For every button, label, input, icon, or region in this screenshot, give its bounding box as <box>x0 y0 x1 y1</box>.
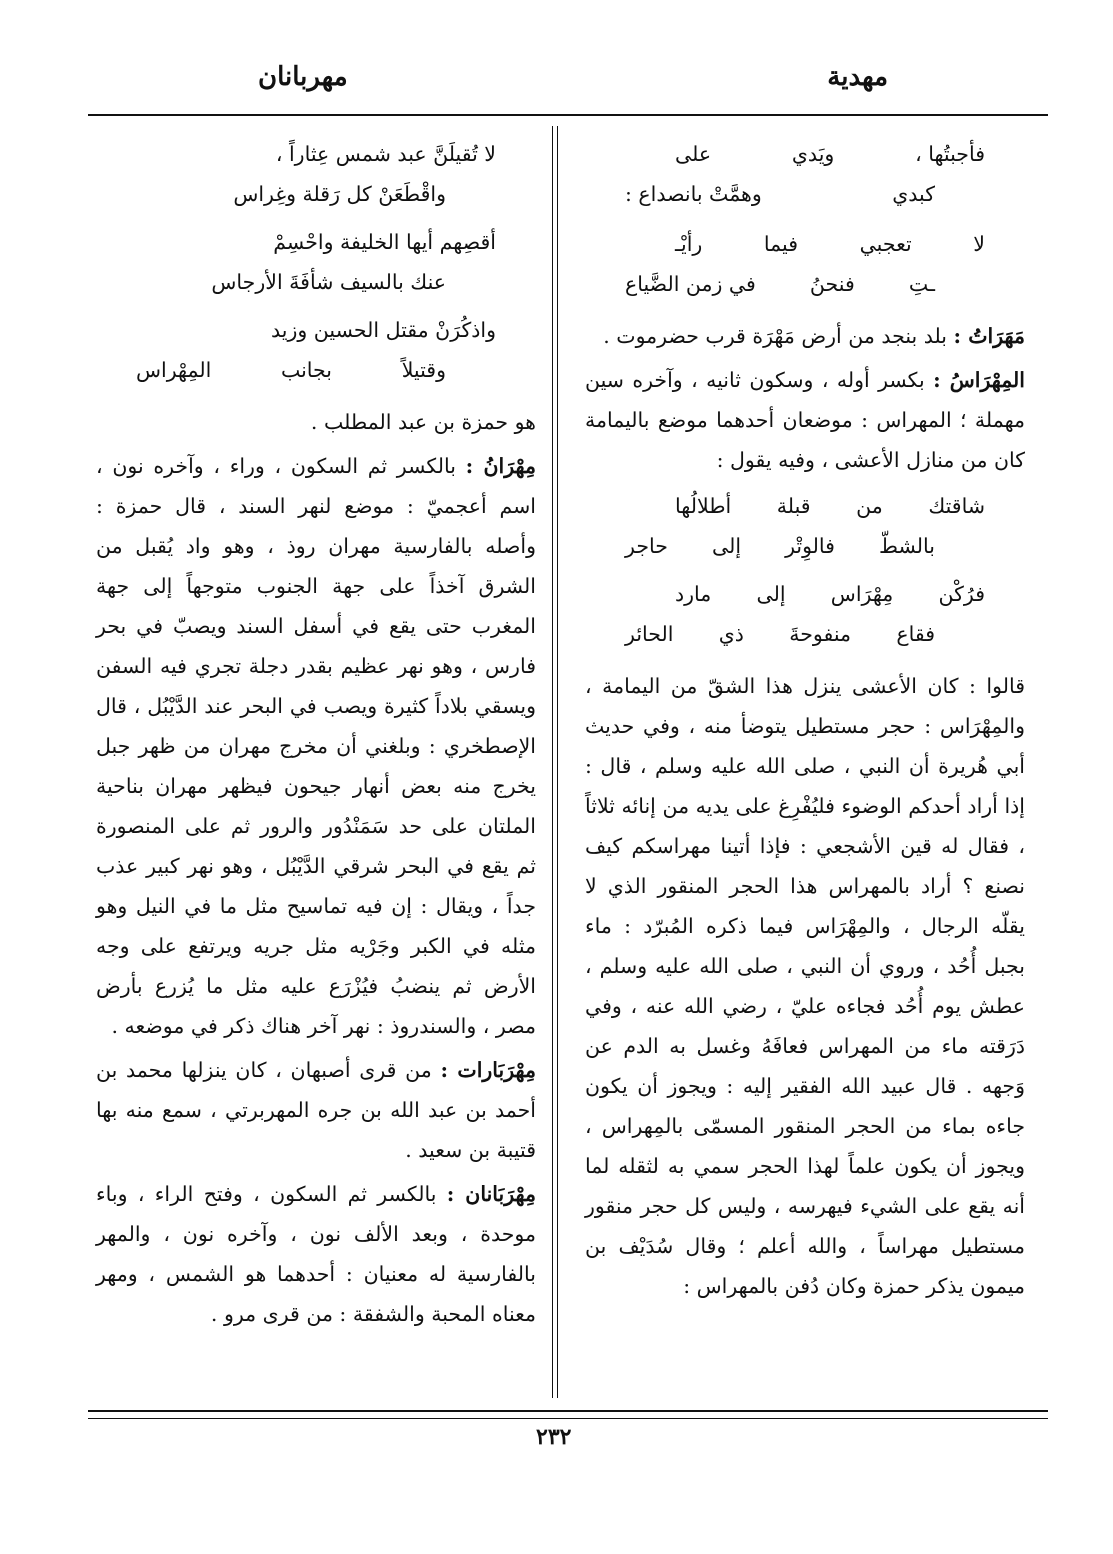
headword: مِهْرَانُ : <box>465 454 536 478</box>
verse-block <box>96 134 536 390</box>
column-divider <box>552 126 558 1398</box>
left-column <box>96 128 536 1334</box>
bottom-rule <box>88 1410 1048 1412</box>
verse-line: واذكُرَنْ مقتل الحسين وزيد <box>271 318 496 342</box>
entry-text: من قرى أصبهان ، كان ينزلها محمد بن أحمد بن عبد الله بن جره المهربرتي ، سمع منه بها قتيبة بن سعيد . <box>96 1058 536 1162</box>
headword: مِهْرَبَارات : <box>440 1058 536 1082</box>
entry-text: بلد بنجد من أرض مَهْرَة قرب حضرموت . <box>603 324 948 348</box>
verse-line: ـتِ فنحنُ في زمن الضَّياع <box>625 272 935 296</box>
page-header-left: مهربانان <box>258 62 348 92</box>
verse-block <box>585 134 1025 304</box>
verse-line: كبدي وهمَّتْ بانصداع : <box>625 182 935 206</box>
entry-text: بالكسر ثم السكون ، وراء ، وآخره نون ، اسم أعجميّ : موضع لنهر السند ، قال حمزة : وأصله بالفارسية مهران روذ ، وهو واد يُقبل من الشرق آخذاً على جهة الجنوب متوجهاً إلى جهة المغرب حتى يقع في أسفل السند ويصبّ في بحر فارس ، وهو نهر عظيم بقدر دجلة تجري فيه السفن ويسقي بلاداً كثيرة ويصب في البحر عند الدَّيْبُل ، قال الإصطخري : وبلغني أن مخرج مهران من ظهر جبل يخرج منه بعض أنهار جيحون فيظهر مهران بناحية الملتان على حد سَمَنْدُور والرور ثم على المنصورة ثم يقع في البحر شرقي الدَّيْبُل ، وهو نهر كبير عذب جداً ، ويقال : إن فيه تماسيح مثل ما في النيل وهو مثله في الكبر وجَرْيه مثل جريه ويرتفع على وجه الأرض ثم ينضبُ فيُزْرَع عليه مثل ما يُزرع بأرض مصر ، والسندروذ : نهر آخر هناك ذكر في موضعه . <box>96 454 536 1038</box>
body-paragraph: قالوا : كان الأعشى ينزل هذا الشقّ من اليمامة ، والمِهْرَاس : حجر مستطيل يتوضأ منه ، وفي حديث أبي هُريرة أن النبي ، صلى الله عليه وسلم ، قال : إذا أراد أحدكم الوضوء فليُفْرِغ على يديه من إنائه ثلاثاً ، فقال له قين الأشجعي : فإذا أتينا مهراسكم كيف نصنع ؟ أراد بالمهراس هذا الحجر المنقور الذي لا يقلّه الرجال ، والمِهْرَاس فيما ذكره المُبرّد : ماء بجبل أُحُد ، وروي أن النبي ، صلى الله عليه وسلم ، عطش يوم أُحُد فجاءه عليّ ، رضي الله عنه ، وفي دَرَقته ماء من المهراس فعافَهُ وغسل به الدم عن وَجهه . قال عبيد الله الفقير إليه : ويجوز أن يكون جاءه بماء من الحجر المنقور المسمّى بالمِهراس ، ويجوز أن يكون علماً لهذا الحجر سمي به لثقله لما أنه يقع على الشيء فيهرسه ، وليس كل حجر منقور مستطيل مهراساً ، والله أعلم ؛ وقال سُدَيْف بن ميمون يذكر حمزة وكان دُفن بالمهراس : <box>585 674 1025 1298</box>
verse-line: لا تُقيلَنَّ عبد شمس عِثاراً ، <box>275 142 496 166</box>
verse-line: بالشطّ فالوِتْر إلى حاجر <box>625 534 935 558</box>
verse-block <box>585 486 1025 654</box>
verse-line: عنك بالسيف شأفَةَ الأرجاس <box>211 270 446 294</box>
right-column <box>585 128 1025 1306</box>
verse-line: لا تعجبي فيما رأيْـ <box>675 232 985 256</box>
entry-mihrabarat <box>96 1050 536 1170</box>
headword: مِهْرَبَانان : <box>446 1182 536 1206</box>
verse-line: فرُكْن مِهْرَاس إلى مارد <box>675 582 985 606</box>
note-text: هو حمزة بن عبد المطلب . <box>310 410 536 434</box>
verse-line: فأجبتُها ، ويَدي على <box>675 142 985 166</box>
verse-line: أقصِهم أيها الخليفة واحْسِمْ <box>273 230 496 254</box>
headword: مَهَرَاتُ : <box>953 324 1025 348</box>
bottom-rule-thin <box>88 1418 1048 1419</box>
entry-mihran <box>96 446 536 1046</box>
entry-mihrabanan <box>96 1174 536 1334</box>
entry-text: بكسر أوله ، وسكون ثانيه ، وآخره سين مهملة ؛ المهراس : موضعان أحدهما موضع باليمامة كان من منازل الأعشى ، وفيه يقول : <box>585 368 1025 472</box>
entry-text: بالكسر ثم السكون ، وفتح الراء ، وباء موحدة ، وبعد الألف نون ، وآخره نون ، والمهر بالفارسية له معنيان : أحدهما هو الشمس ، ومهر معناه المحبة والشفقة : من قرى مرو . <box>96 1182 536 1326</box>
verse-line: واقْطَعَنْ كل رَقلة وغِراس <box>233 182 446 206</box>
page-number: ٢٣٢ <box>536 1424 572 1450</box>
verse-line: شاقتك من قبلة أطلالُها <box>675 494 985 518</box>
entry-mihras <box>585 360 1025 480</box>
headword: المِهْرَاسُ : <box>933 368 1025 392</box>
entry-mahrat <box>585 316 1025 356</box>
verse-line: وقتيلاً بجانب المِهْراس <box>136 358 446 382</box>
top-rule <box>88 114 1048 116</box>
page-header-right: مهدية <box>827 62 888 92</box>
verse-line: فقاع منفوحةَ ذي الحائر <box>625 622 935 646</box>
